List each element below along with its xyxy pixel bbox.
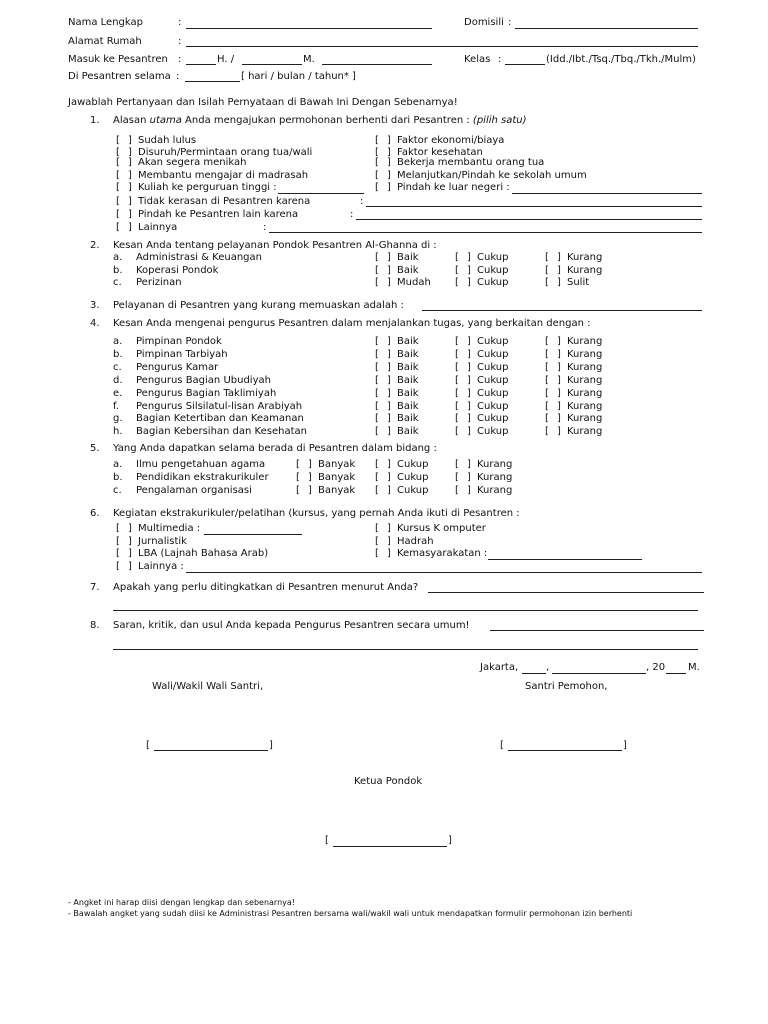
- q1-option-left-2-label: Akan segera menikah: [138, 157, 247, 168]
- q2-row-1-opt-2-checkbox-close: ]: [557, 264, 561, 276]
- q4-row-2-opt-0-label: Baik: [397, 361, 419, 373]
- q2-row-0-opt-1-label: Cukup: [477, 252, 509, 263]
- label-domisili: Domisili: [464, 17, 504, 28]
- q3-question: Pelayanan di Pesantren yang kurang memuaskan adalah :: [113, 300, 404, 311]
- q4-row-7-opt-2-checkbox-open[interactable]: [: [545, 426, 549, 438]
- q1-option-wide-0-checkbox-close: ]: [128, 196, 132, 207]
- colon: :: [176, 71, 180, 82]
- q5-row-label: Ilmu pengetahuan agama: [136, 459, 266, 470]
- q5-row-2-opt-1-checkbox-close: ]: [387, 484, 391, 496]
- q4-row-1-opt-1-checkbox-close: ]: [467, 348, 471, 360]
- q1-option-right-4-checkbox-close: ]: [387, 182, 391, 193]
- q6-option-left-3-checkbox-open[interactable]: [: [116, 561, 120, 572]
- q4-row-1-opt-0-checkbox-open[interactable]: [: [375, 348, 379, 360]
- q5-row-0-opt-2-checkbox-open[interactable]: [: [455, 459, 459, 470]
- q4-row-0-opt-1-checkbox-close: ]: [467, 336, 471, 347]
- q5-row-1-opt-2-checkbox-close: ]: [467, 471, 471, 483]
- q1-option-wide-2-checkbox-open[interactable]: [: [116, 222, 120, 233]
- q6-option-right-0-label: Kursus K omputer: [397, 523, 486, 534]
- q1-option-left-0-label: Sudah lulus: [138, 135, 197, 146]
- q4-row-6-opt-2-label: Kurang: [567, 413, 603, 425]
- q5-question: Yang Anda dapatkan selama berada di Pesantren dalam bidang :: [113, 443, 437, 454]
- footnote-2: - Bawalah angket yang sudah diisi ke Administrasi Pesantren bersama wali/wakil wali untuk mendapatkan formulir permohonan izin berhenti: [68, 909, 633, 918]
- q4-row-4-opt-2-label: Kurang: [567, 387, 603, 399]
- q1-kuliah-field[interactable]: [278, 193, 364, 194]
- q6-option-left-2-label: LBA (Lajnah Bahasa Arab): [138, 548, 269, 559]
- q2-row-0-opt-1-checkbox-close: ]: [467, 252, 471, 263]
- q4-row-5-opt-0-checkbox-open[interactable]: [: [375, 400, 379, 412]
- colon: :: [498, 54, 502, 65]
- q4-question: Kesan Anda mengenai pengurus Pesantren dalam menjalankan tugas, yang berkaitan dengan :: [113, 318, 591, 329]
- masuk-h-field[interactable]: [186, 64, 216, 65]
- q6-option-right-2-label: Kemasyarakatan :: [397, 548, 488, 559]
- sign-year-field[interactable]: [666, 673, 686, 674]
- sign-day-field[interactable]: [522, 673, 546, 674]
- q5-row-1-opt-2-label: Kurang: [477, 471, 513, 483]
- masuk-m-field[interactable]: [242, 64, 302, 65]
- q2-row-letter: b.: [113, 264, 123, 276]
- q2-row-0-opt-1-checkbox-open[interactable]: [: [455, 252, 459, 263]
- q1-luarnegeri-field[interactable]: [512, 193, 702, 194]
- q1-wide-field-2[interactable]: [269, 232, 702, 233]
- q1-option-left-3-label: Membantu mengajar di madrasah: [138, 170, 309, 181]
- santri-label: Santri Pemohon,: [525, 681, 608, 692]
- kelas-field[interactable]: [505, 64, 545, 65]
- label-masuk-m: M.: [303, 54, 315, 65]
- q5-row-label: Pendidikan ekstrakurikuler: [136, 471, 269, 483]
- nama-field[interactable]: [186, 28, 432, 29]
- colon: :: [263, 222, 267, 233]
- q6-option-left-1-label: Jurnalistik: [138, 536, 187, 547]
- q1-option-right-2-checkbox-open[interactable]: [: [375, 157, 379, 168]
- q1-option-wide-0-label: Tidak kerasan di Pesantren karena: [138, 196, 311, 207]
- q4-row-3-opt-1-label: Cukup: [477, 374, 509, 386]
- q4-row-5-opt-1-checkbox-open[interactable]: [: [455, 400, 459, 412]
- q2-row-2-opt-1-checkbox-open[interactable]: [: [455, 277, 459, 288]
- q2-row-2-opt-1-checkbox-close: ]: [467, 277, 471, 288]
- q2-row-2-opt-0-checkbox-close: ]: [387, 277, 391, 288]
- q6-option-left-2-checkbox-close: ]: [128, 548, 132, 559]
- q4-row-5-opt-1-checkbox-close: ]: [467, 400, 471, 412]
- q4-row-letter: c.: [113, 361, 122, 373]
- colon: :: [350, 209, 354, 220]
- q7-field-1[interactable]: [428, 592, 704, 593]
- q2-row-letter: c.: [113, 277, 122, 288]
- q2-row-1-opt-2-label: Kurang: [567, 264, 603, 276]
- q2-row-2-opt-2-label: Sulit: [567, 277, 590, 288]
- label-masuk: Masuk ke Pesantren: [68, 54, 168, 65]
- q5-row-0-opt-2-label: Kurang: [477, 459, 513, 470]
- q4-row-5-opt-2-checkbox-close: ]: [557, 400, 561, 412]
- q4-row-letter: e.: [113, 387, 123, 399]
- ketua-label: Ketua Pondok: [354, 776, 423, 787]
- q6-option-right-0-checkbox-close: ]: [387, 523, 391, 534]
- q4-row-label: Pimpinan Pondok: [136, 336, 222, 347]
- q6-option-right-2-checkbox-close: ]: [387, 548, 391, 559]
- q5-row-1-opt-0-label: Banyak: [318, 471, 356, 483]
- q5-row-0-opt-0-checkbox-close: ]: [308, 459, 312, 470]
- q4-row-5-opt-0-checkbox-close: ]: [387, 400, 391, 412]
- q4-number: 4.: [90, 318, 100, 329]
- bracket-close: ]: [448, 835, 452, 846]
- q4-row-4-opt-1-checkbox-open[interactable]: [: [455, 387, 459, 399]
- q4-row-2-opt-2-label: Kurang: [567, 361, 603, 373]
- q4-row-2-opt-0-checkbox-open[interactable]: [: [375, 361, 379, 373]
- ketua-signature-field[interactable]: [333, 846, 447, 847]
- q5-row-0-opt-2-checkbox-close: ]: [467, 459, 471, 470]
- kelas-options: (Idd./Ibt./Tsq./Tbq./Tkh./Mulm): [546, 54, 696, 65]
- q6-question: Kegiatan ekstrakurikuler/pelatihan (kursus, yang pernah Anda ikuti di Pesantren :: [113, 508, 520, 519]
- q1-option-left-0-checkbox-open[interactable]: [: [116, 135, 120, 146]
- label-kelas: Kelas: [464, 54, 491, 65]
- q1-option-wide-1-checkbox-open[interactable]: [: [116, 209, 120, 220]
- q5-row-label: Pengalaman organisasi: [136, 484, 252, 496]
- masuk-extra-field[interactable]: [322, 64, 432, 65]
- q1-option-right-0-checkbox-close: ]: [387, 135, 391, 146]
- q4-row-7-opt-2-label: Kurang: [567, 426, 603, 438]
- santri-signature-field[interactable]: [508, 750, 622, 751]
- q1-option-left-1-checkbox-open[interactable]: [: [116, 147, 120, 158]
- q6-option-right-0-checkbox-open[interactable]: [: [375, 523, 379, 534]
- q5-row-letter: b.: [113, 471, 123, 483]
- wali-signature-field[interactable]: [154, 750, 268, 751]
- label-masuk-h: H. /: [217, 54, 235, 65]
- q5-row-2-opt-1-checkbox-open[interactable]: [: [375, 484, 379, 496]
- q4-row-letter: g.: [113, 413, 123, 425]
- q5-row-letter: c.: [113, 484, 122, 496]
- q4-row-letter: b.: [113, 348, 123, 360]
- q8-field-1[interactable]: [490, 630, 704, 631]
- q1-option-right-1-checkbox-close: ]: [387, 147, 391, 158]
- q4-row-4-opt-0-checkbox-open[interactable]: [: [375, 387, 379, 399]
- q2-row-0-opt-2-checkbox-open[interactable]: [: [545, 252, 549, 263]
- q6-option-left-1-checkbox-open[interactable]: [: [116, 536, 120, 547]
- q4-row-7-opt-1-checkbox-close: ]: [467, 426, 471, 438]
- q1-option-wide-1-checkbox-close: ]: [128, 209, 132, 220]
- q1-option-right-0-label: Faktor ekonomi/biaya: [397, 135, 505, 146]
- q4-row-4-opt-0-label: Baik: [397, 387, 419, 399]
- q2-row-2-opt-2-checkbox-open[interactable]: [: [545, 277, 549, 288]
- q4-row-4-opt-0-checkbox-close: ]: [387, 387, 391, 399]
- q2-row-2-opt-0-checkbox-open[interactable]: [: [375, 277, 379, 288]
- q4-row-1-opt-0-checkbox-close: ]: [387, 348, 391, 360]
- colon: :: [178, 36, 182, 47]
- q5-row-2-opt-1-label: Cukup: [397, 484, 429, 496]
- q4-row-label: Pengurus Bagian Ubudiyah: [136, 374, 271, 386]
- q6-option-left-1-checkbox-close: ]: [128, 536, 132, 547]
- q4-row-7-opt-0-checkbox-open[interactable]: [: [375, 426, 379, 438]
- q8-number: 8.: [90, 620, 100, 631]
- colon: :: [508, 17, 512, 28]
- q4-row-3-opt-1-checkbox-close: ]: [467, 374, 471, 386]
- q6-option-right-2-checkbox-open[interactable]: [: [375, 548, 379, 559]
- q4-row-2-opt-0-checkbox-close: ]: [387, 361, 391, 373]
- q1-option-wide-2-label: Lainnya: [138, 222, 178, 233]
- q2-row-1-opt-0-checkbox-close: ]: [387, 264, 391, 276]
- q4-row-6-opt-1-checkbox-close: ]: [467, 413, 471, 425]
- q6-option-left-0-checkbox-open[interactable]: [: [116, 523, 120, 534]
- sign-year-label: , 20: [646, 662, 666, 673]
- q4-row-4-opt-1-label: Cukup: [477, 387, 509, 399]
- q5-row-1-opt-1-label: Cukup: [397, 471, 429, 483]
- q2-question: Kesan Anda tentang pelayanan Pondok Pesantren Al-Ghanna di :: [113, 240, 437, 251]
- colon: :: [360, 196, 364, 207]
- q7-field-2[interactable]: [113, 610, 698, 611]
- q4-row-6-opt-0-checkbox-close: ]: [387, 413, 391, 425]
- q4-row-letter: d.: [113, 374, 123, 386]
- q4-row-4-opt-1-checkbox-close: ]: [467, 387, 471, 399]
- q5-row-letter: a.: [113, 459, 123, 470]
- q1-option-right-3-checkbox-close: ]: [387, 170, 391, 181]
- q1-option-right-3-checkbox-open[interactable]: [: [375, 170, 379, 181]
- q4-row-6-opt-2-checkbox-open[interactable]: [: [545, 413, 549, 425]
- q1-option-left-1-label: Disuruh/Permintaan orang tua/wali: [138, 147, 313, 158]
- selama-field[interactable]: [185, 81, 240, 82]
- q8-field-2[interactable]: [113, 649, 698, 650]
- q2-row-0-opt-0-checkbox-open[interactable]: [: [375, 252, 379, 263]
- q6-option-right-1-checkbox-open[interactable]: [: [375, 536, 379, 547]
- q5-row-2-opt-2-checkbox-close: ]: [467, 484, 471, 496]
- q2-row-label: Administrasi & Keuangan: [136, 252, 262, 263]
- q5-row-1-opt-0-checkbox-close: ]: [308, 471, 312, 483]
- q1-option-right-1-checkbox-open[interactable]: [: [375, 147, 379, 158]
- q4-row-label: Pimpinan Tarbiyah: [136, 348, 228, 360]
- q1-option-right-3-label: Melanjutkan/Pindah ke sekolah umum: [397, 170, 587, 181]
- q4-row-letter: a.: [113, 336, 123, 347]
- q4-row-0-opt-0-checkbox-open[interactable]: [: [375, 336, 379, 347]
- q5-row-2-opt-0-checkbox-close: ]: [308, 484, 312, 496]
- q4-row-2-opt-2-checkbox-close: ]: [557, 361, 561, 373]
- q4-row-4-opt-2-checkbox-close: ]: [557, 387, 561, 399]
- q4-row-3-opt-0-label: Baik: [397, 374, 419, 386]
- q4-row-2-opt-1-checkbox-close: ]: [467, 361, 471, 373]
- q7-question: Apakah yang perlu ditingkatkan di Pesantren menurut Anda?: [113, 582, 419, 593]
- q3-number: 3.: [90, 300, 100, 311]
- bracket-open: [: [325, 835, 329, 846]
- q4-row-label: Pengurus Bagian Taklimiyah: [136, 387, 277, 399]
- q2-row-0-opt-2-checkbox-close: ]: [557, 252, 561, 263]
- q4-row-3-opt-1-checkbox-open[interactable]: [: [455, 374, 459, 386]
- q4-row-7-opt-1-label: Cukup: [477, 426, 509, 438]
- colon: :: [178, 17, 182, 28]
- q4-row-0-opt-0-checkbox-close: ]: [387, 336, 391, 347]
- q6-option-left-0-label: Multimedia :: [138, 523, 201, 534]
- q2-row-letter: a.: [113, 252, 123, 263]
- q2-row-2-opt-1-label: Cukup: [477, 277, 509, 288]
- q4-row-3-opt-2-checkbox-open[interactable]: [: [545, 374, 549, 386]
- q2-row-1-opt-0-label: Baik: [397, 264, 419, 276]
- q4-row-0-opt-2-checkbox-close: ]: [557, 336, 561, 347]
- q4-row-0-opt-1-checkbox-open[interactable]: [: [455, 336, 459, 347]
- bracket-open: [: [146, 740, 150, 751]
- q6-option-right-1-label: Hadrah: [397, 536, 434, 547]
- q6-option-right-1-checkbox-close: ]: [387, 536, 391, 547]
- q1-wide-field-0[interactable]: [366, 206, 702, 207]
- q4-row-0-opt-2-checkbox-open[interactable]: [: [545, 336, 549, 347]
- q1-wide-field-1[interactable]: [356, 219, 702, 220]
- sign-comma: ,: [546, 662, 550, 673]
- q1-option-right-4-checkbox-open[interactable]: [: [375, 182, 379, 193]
- q4-row-label: Pengurus Kamar: [136, 361, 219, 373]
- q1-question: Alasan utama Anda mengajukan permohonan berhenti dari Pesantren : (pilih satu): [113, 115, 527, 126]
- q1-option-right-4-label: Pindah ke luar negeri :: [397, 182, 510, 193]
- q4-row-3-opt-0-checkbox-close: ]: [387, 374, 391, 386]
- q2-row-1-opt-0-checkbox-open[interactable]: [: [375, 264, 379, 276]
- q1-option-left-4-label: Kuliah ke perguruan tinggi :: [138, 182, 277, 193]
- q1-option-wide-0-checkbox-open[interactable]: [: [116, 196, 120, 207]
- q5-row-1-opt-0-checkbox-open[interactable]: [: [296, 471, 300, 483]
- q1-option-left-3-checkbox-close: ]: [128, 170, 132, 181]
- q3-field[interactable]: [422, 310, 702, 311]
- q6-option-left-3-checkbox-close: ]: [128, 561, 132, 572]
- q4-row-5-opt-2-label: Kurang: [567, 400, 603, 412]
- q2-number: 2.: [90, 240, 100, 251]
- q4-row-1-opt-0-label: Baik: [397, 348, 419, 360]
- q7-number: 7.: [90, 582, 100, 593]
- q6-option-left-0-checkbox-close: ]: [128, 523, 132, 534]
- q4-row-3-opt-0-checkbox-open[interactable]: [: [375, 374, 379, 386]
- q1-option-left-3-checkbox-open[interactable]: [: [116, 170, 120, 181]
- q5-row-0-opt-1-label: Cukup: [397, 459, 429, 470]
- q4-row-0-opt-2-label: Kurang: [567, 336, 603, 347]
- q1-option-left-2-checkbox-close: ]: [128, 157, 132, 168]
- q1-option-right-1-label: Faktor kesehatan: [397, 147, 483, 158]
- q4-row-2-opt-1-label: Cukup: [477, 361, 509, 373]
- q4-row-6-opt-1-label: Cukup: [477, 413, 509, 425]
- q4-row-5-opt-1-label: Cukup: [477, 400, 509, 412]
- q4-row-3-opt-2-label: Kurang: [567, 374, 603, 386]
- sign-place: Jakarta,: [480, 662, 519, 673]
- q4-row-5-opt-2-checkbox-open[interactable]: [: [545, 400, 549, 412]
- q5-row-2-opt-2-checkbox-open[interactable]: [: [455, 484, 459, 496]
- q1-option-left-0-checkbox-close: ]: [128, 135, 132, 146]
- q4-row-label: Bagian Kebersihan dan Kesehatan: [136, 426, 307, 438]
- colon: :: [178, 54, 182, 65]
- q4-row-1-opt-1-checkbox-open[interactable]: [: [455, 348, 459, 360]
- q2-row-1-opt-1-checkbox-open[interactable]: [: [455, 264, 459, 276]
- q1-option-left-2-checkbox-open[interactable]: [: [116, 157, 120, 168]
- label-alamat: Alamat Rumah: [68, 36, 142, 47]
- q6-number: 6.: [90, 508, 100, 519]
- q4-row-6-opt-2-checkbox-close: ]: [557, 413, 561, 425]
- q1-option-wide-1-label: Pindah ke Pesantren lain karena: [138, 209, 299, 220]
- q6-option-left-3-label: Lainnya :: [138, 561, 184, 572]
- q1-option-left-4-checkbox-close: ]: [128, 182, 132, 193]
- q4-row-label: Pengurus Silsilatul-lisan Arabiyah: [136, 400, 303, 412]
- q4-row-4-opt-2-checkbox-open[interactable]: [: [545, 387, 549, 399]
- q2-row-2-opt-0-label: Mudah: [397, 277, 431, 288]
- q2-row-1-opt-1-checkbox-close: ]: [467, 264, 471, 276]
- selama-unit: [ hari / bulan / tahun* ]: [241, 71, 356, 82]
- q1-option-right-2-label: Bekerja membantu orang tua: [397, 157, 545, 168]
- footnote-1: - Angket ini harap diisi dengan lengkap dan sebenarnya!: [68, 898, 295, 907]
- q4-row-6-opt-1-checkbox-open[interactable]: [: [455, 413, 459, 425]
- wali-label: Wali/Wakil Wali Santri,: [152, 681, 264, 692]
- q5-row-1-opt-1-checkbox-open[interactable]: [: [375, 471, 379, 483]
- q4-row-3-opt-2-checkbox-close: ]: [557, 374, 561, 386]
- q4-row-2-opt-1-checkbox-open[interactable]: [: [455, 361, 459, 373]
- q6-option-left-2-checkbox-open[interactable]: [: [116, 548, 120, 559]
- q1-option-left-1-checkbox-close: ]: [128, 147, 132, 158]
- q2-row-label: Koperasi Pondok: [136, 264, 219, 276]
- q1-option-wide-2-checkbox-close: ]: [128, 222, 132, 233]
- q4-row-7-opt-1-checkbox-open[interactable]: [: [455, 426, 459, 438]
- q4-row-label: Bagian Ketertiban dan Keamanan: [136, 413, 304, 425]
- q6-multimedia-field[interactable]: [204, 534, 302, 535]
- q4-row-7-opt-0-label: Baik: [397, 426, 419, 438]
- bracket-close: ]: [623, 740, 627, 751]
- q4-row-6-opt-0-checkbox-open[interactable]: [: [375, 413, 379, 425]
- q4-row-letter: h.: [113, 426, 123, 438]
- q5-row-0-opt-0-label: Banyak: [318, 459, 356, 470]
- q1-option-right-0-checkbox-open[interactable]: [: [375, 135, 379, 146]
- q2-row-0-opt-0-label: Baik: [397, 252, 419, 263]
- q4-row-0-opt-0-label: Baik: [397, 336, 419, 347]
- q4-row-1-opt-2-label: Kurang: [567, 348, 603, 360]
- q2-row-0-opt-2-label: Kurang: [567, 252, 603, 263]
- label-nama: Nama Lengkap: [68, 17, 143, 28]
- q4-row-0-opt-1-label: Cukup: [477, 336, 509, 347]
- q4-row-7-opt-0-checkbox-close: ]: [387, 426, 391, 438]
- q4-row-7-opt-2-checkbox-close: ]: [557, 426, 561, 438]
- q5-number: 5.: [90, 443, 100, 454]
- q4-row-6-opt-0-label: Baik: [397, 413, 419, 425]
- q4-row-1-opt-2-checkbox-close: ]: [557, 348, 561, 360]
- domisili-field[interactable]: [515, 28, 698, 29]
- q5-row-2-opt-0-label: Banyak: [318, 484, 356, 496]
- instruction: Jawablah Pertanyaan dan Isilah Pernyataan di Bawah Ini Dengan Sebenarnya!: [68, 97, 458, 108]
- q2-row-2-opt-2-checkbox-close: ]: [557, 277, 561, 288]
- alamat-field[interactable]: [186, 46, 698, 47]
- q2-row-0-opt-0-checkbox-close: ]: [387, 252, 391, 263]
- q1-number: 1.: [90, 115, 100, 126]
- q4-row-1-opt-1-label: Cukup: [477, 348, 509, 360]
- q5-row-1-opt-1-checkbox-close: ]: [387, 471, 391, 483]
- q2-row-1-opt-1-label: Cukup: [477, 264, 509, 276]
- q4-row-5-opt-0-label: Baik: [397, 400, 419, 412]
- q8-question: Saran, kritik, dan usul Anda kepada Pengurus Pesantren secara umum!: [113, 620, 470, 631]
- q6-lainnya-field[interactable]: [186, 572, 702, 573]
- bracket-close: ]: [269, 740, 273, 751]
- q5-row-2-opt-0-checkbox-open[interactable]: [: [296, 484, 300, 496]
- q6-kemasyarakatan-field[interactable]: [488, 559, 642, 560]
- q2-row-1-opt-2-checkbox-open[interactable]: [: [545, 264, 549, 276]
- q4-row-letter: f.: [113, 400, 119, 412]
- q2-row-label: Perizinan: [136, 277, 182, 288]
- q4-row-2-opt-2-checkbox-open[interactable]: [: [545, 361, 549, 373]
- q5-row-0-opt-1-checkbox-open[interactable]: [: [375, 459, 379, 470]
- q1-option-right-2-checkbox-close: ]: [387, 157, 391, 168]
- sign-m: M.: [688, 662, 700, 673]
- q5-row-0-opt-0-checkbox-open[interactable]: [: [296, 459, 300, 470]
- q4-row-1-opt-2-checkbox-open[interactable]: [: [545, 348, 549, 360]
- q5-row-0-opt-1-checkbox-close: ]: [387, 459, 391, 470]
- q1-option-left-4-checkbox-open[interactable]: [: [116, 182, 120, 193]
- q5-row-2-opt-2-label: Kurang: [477, 484, 513, 496]
- sign-month-field[interactable]: [552, 673, 646, 674]
- label-selama: Di Pesantren selama: [68, 71, 171, 82]
- bracket-open: [: [500, 740, 504, 751]
- q5-row-1-opt-2-checkbox-open[interactable]: [: [455, 471, 459, 483]
